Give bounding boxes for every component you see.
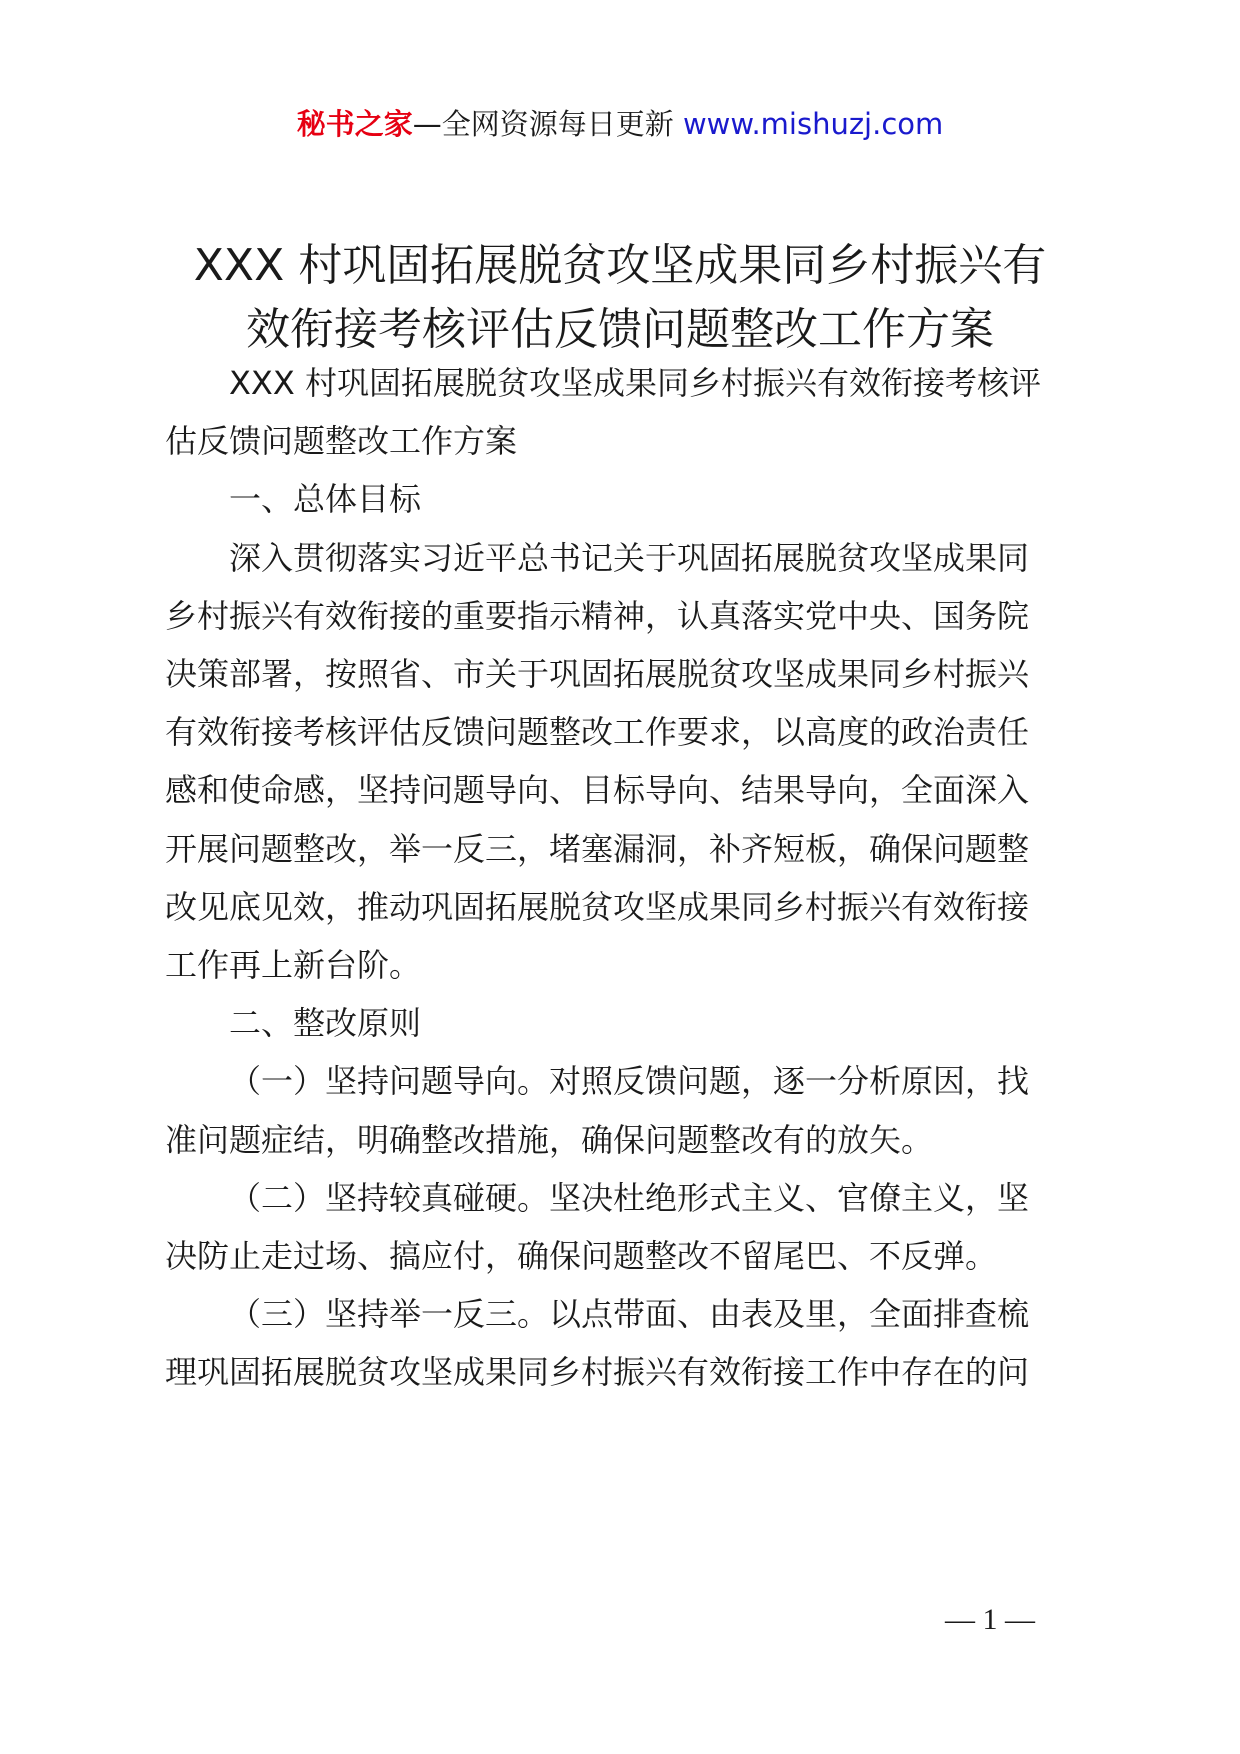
principle-1-line-2: 准问题症结，明确整改措施，确保问题整改有的放矢。 (165, 1120, 934, 1159)
principle-3-paragraph (165, 1285, 1085, 1401)
goals-line-7: 改见底见效，推动巩固拓展脱贫攻坚成果同乡村振兴有效衔接 (165, 887, 1030, 926)
document-title (150, 234, 1090, 362)
title-line-2: 效衔接考核评估反馈问题整改工作方案 (246, 304, 994, 355)
title-line-1: XXX 村巩固拓展脱贫攻坚成果同乡村振兴有 (193, 240, 1047, 291)
section-heading-goals (165, 470, 1085, 528)
goals-paragraph (165, 529, 1085, 995)
goals-line-5: 感和使命感，坚持问题导向、目标导向、结果导向，全面深入 (165, 771, 1030, 810)
goals-line-4: 有效衔接考核评估反馈问题整改工作要求，以高度的政治责任 (165, 713, 1030, 752)
principle-1-line-1: （一）坚持问题导向。对照反馈问题，逐一分析原因，找 (229, 1062, 1030, 1101)
principle-2-line-2: 决防止走过场、搞应付，确保问题整改不留尾巴、不反弹。 (165, 1237, 998, 1276)
section-heading-principles-text: 二、整改原则 (229, 1004, 422, 1043)
subtitle-line-1: XXX 村巩固拓展脱贫攻坚成果同乡村振兴有效衔接考核评 (229, 364, 1041, 402)
goals-line-1: 深入贯彻落实习近平总书记关于巩固拓展脱贫攻坚成果同 (229, 538, 1030, 577)
principle-2-paragraph (165, 1169, 1085, 1285)
principle-3-line-2: 理巩固拓展脱贫攻坚成果同乡村振兴有效衔接工作中存在的问 (165, 1353, 1030, 1392)
site-brand: 秘书之家 (296, 107, 413, 141)
section-heading-principles (165, 994, 1085, 1052)
goals-line-3: 决策部署，按照省、市关于巩固拓展脱贫攻坚成果同乡村振兴 (165, 655, 1030, 694)
site-slogan: —全网资源每日更新 (412, 107, 674, 141)
page-number: — 1 — (945, 1603, 1035, 1636)
principle-3-line-1: （三）坚持举一反三。以点带面、由表及里，全面排查梳 (229, 1295, 1030, 1334)
goals-line-2: 乡村振兴有效衔接的重要指示精神，认真落实党中央、国务院 (165, 596, 1030, 635)
document-body (165, 354, 1085, 1402)
site-url-link[interactable]: www.mishuzj.com (682, 107, 944, 141)
site-header (0, 96, 1240, 152)
goals-line-8: 工作再上新台阶。 (165, 946, 422, 985)
subtitle-line-2: 估反馈问题整改工作方案 (165, 422, 518, 461)
goals-line-6: 开展问题整改，举一反三，堵塞漏洞，补齐短板，确保问题整 (165, 829, 1030, 868)
subtitle-paragraph (165, 354, 1085, 470)
principle-2-line-1: （二）坚持较真碰硬。坚决杜绝形式主义、官僚主义，坚 (229, 1178, 1030, 1217)
principle-1-paragraph (165, 1052, 1085, 1168)
section-heading-goals-text: 一、总体目标 (229, 480, 422, 519)
